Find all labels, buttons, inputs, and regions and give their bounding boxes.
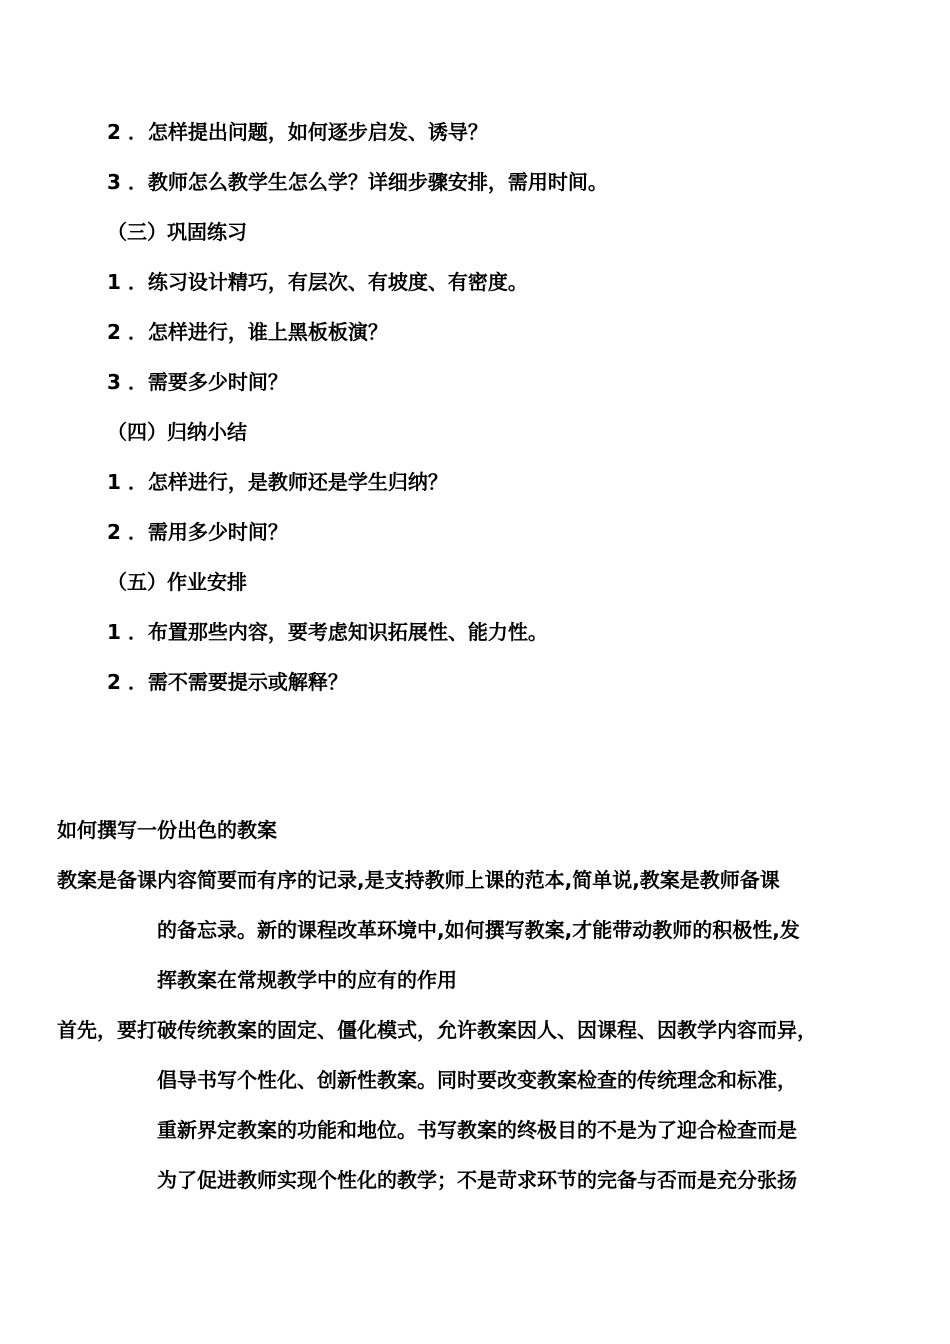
outline-line: 1 ．布置那些内容，要考虑知识拓展性、能力性。 (107, 620, 548, 644)
outline-line: 2 ．需用多少时间？ (107, 520, 288, 544)
outline-line: 2 ．怎样进行，谁上黑板板演？ (107, 320, 388, 344)
section-heading: （五）作业安排 (107, 570, 247, 594)
paragraph-line: 首先，要打破传统教案的固定、僵化模式，允许教案因人、因课程、因教学内容而异， (57, 1018, 817, 1042)
section-heading: （三）巩固练习 (107, 220, 247, 244)
paragraph-line: 倡导书写个性化、创新性教案。同时要改变教案检查的传统理念和标准， (157, 1068, 797, 1092)
outline-line: 2 ．怎样提出问题，如何逐步启发、诱导？ (107, 120, 488, 144)
paragraph-line: 挥教案在常规教学中的应有的作用 (157, 968, 457, 992)
outline-line: 3 ．需要多少时间？ (107, 370, 288, 394)
paragraph-line: 的备忘录。新的课程改革环境中,如何撰写教案,才能带动教师的积极性,发 (157, 918, 800, 942)
paragraph-line: 为了促进教师实现个性化的教学；不是苛求环节的完备与否而是充分张扬 (157, 1168, 797, 1192)
paragraph-line: 重新界定教案的功能和地位。书写教案的终极目的不是为了迎合检查而是 (157, 1118, 797, 1142)
outline-line: 1 ．怎样进行，是教师还是学生归纳？ (107, 470, 448, 494)
essay-title: 如何撰写一份出色的教案 (57, 818, 277, 842)
outline-line: 3 ．教师怎么教学生怎么学？详细步骤安排，需用时间。 (107, 170, 608, 194)
section-heading: （四）归纳小结 (107, 420, 247, 444)
outline-line: 2 ．需不需要提示或解释？ (107, 670, 348, 694)
outline-line: 1 ．练习设计精巧，有层次、有坡度、有密度。 (107, 270, 528, 294)
paragraph-line: 教案是备课内容简要而有序的记录,是支持教师上课的范本,简单说,教案是教师备课 (57, 868, 780, 892)
